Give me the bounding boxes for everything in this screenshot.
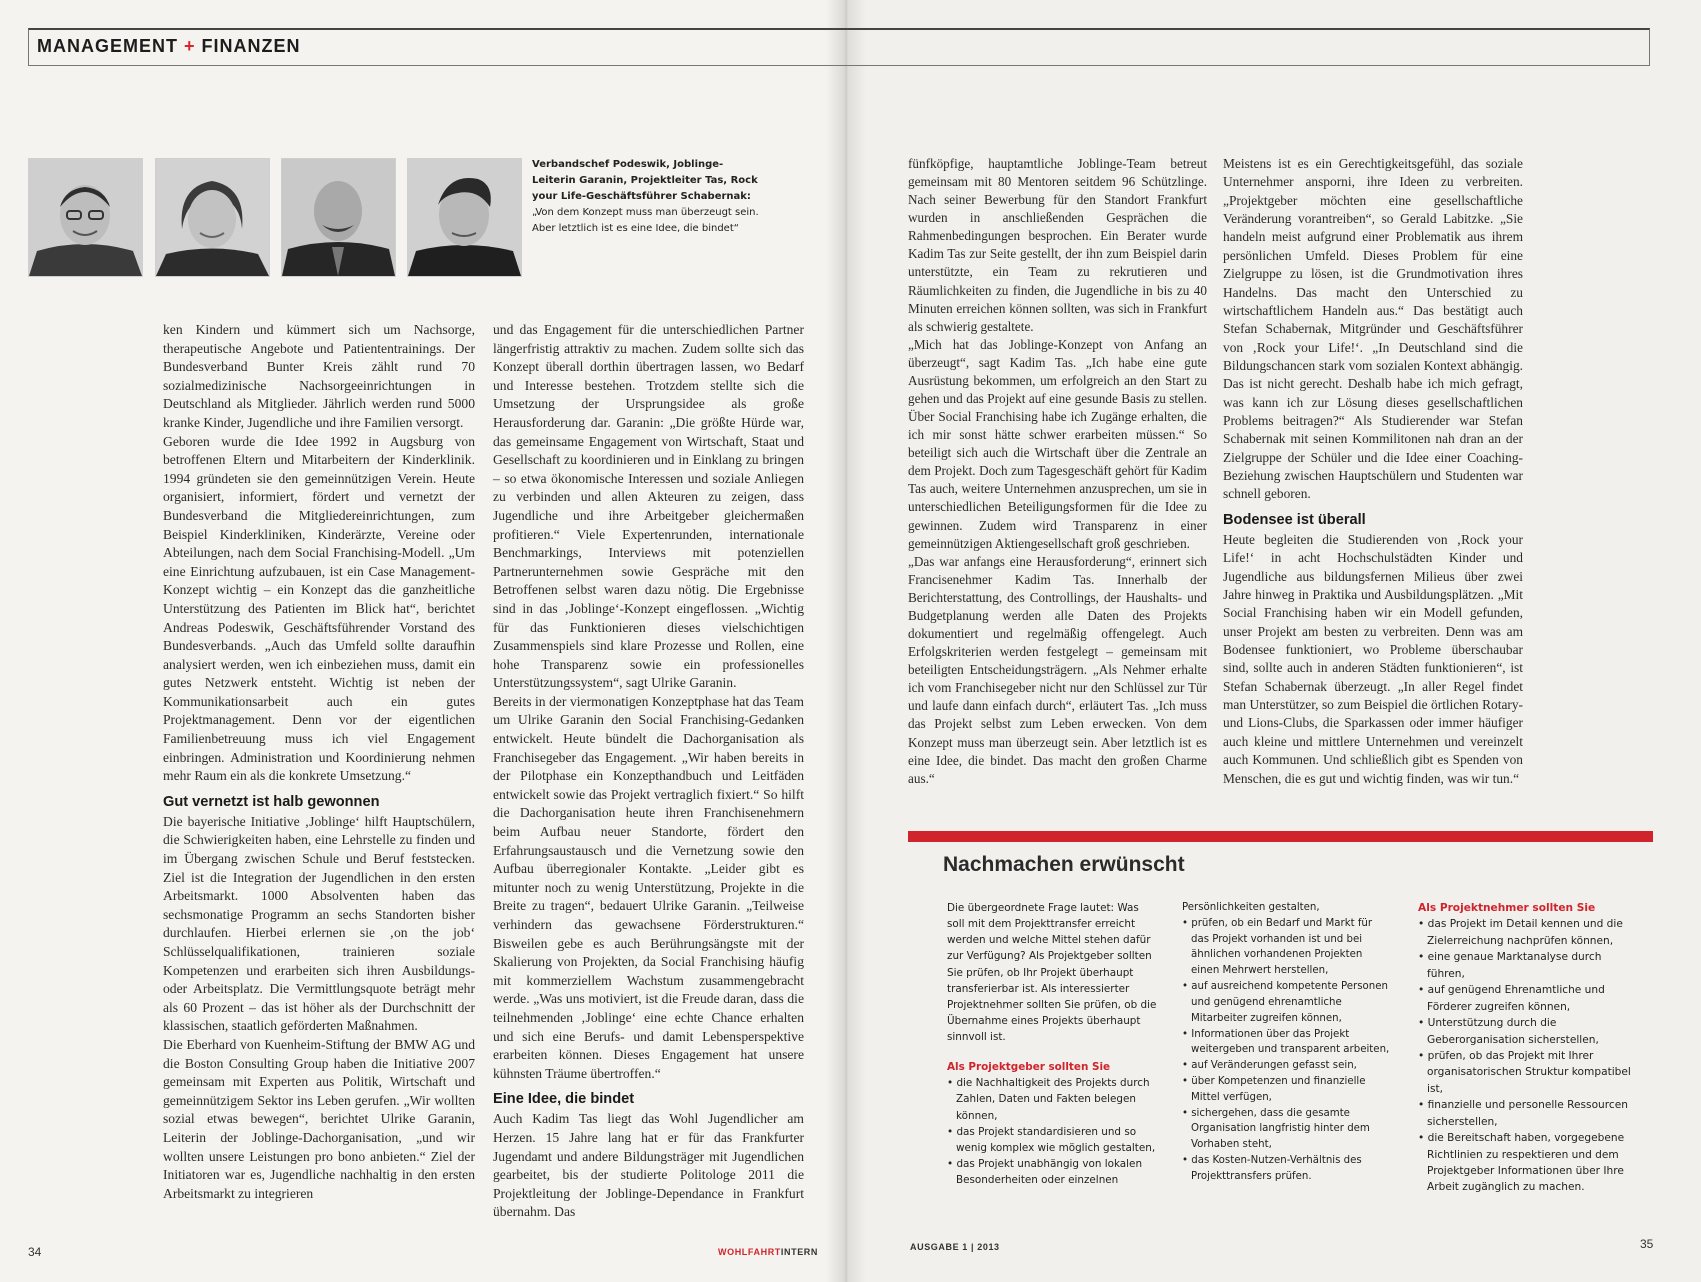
article-column-4 — [1223, 155, 1523, 788]
box-column-3 — [1418, 900, 1640, 1196]
paragraph: Heute begleiten die Studierenden von ‚Rock your Life!‘ in acht Hochschulstädten Kinder und Jugendliche aus bildungsfernen Milieus über zwei Jahre hinweg in Praktika und Ausbildungsplätzen. „Mit Social Franchising haben wir ein Modell gefunden, unser Projekt am besten zu verbreiten. Denn was am Bodensee funktioniert, wo Probleme überschaubar sind, sollte auch in anderen Städten funktionieren“, ist Stefan Schabernak überzeugt. „In aller Regel findet man Unterstützer, so zum Beispiel die örtlichen Rotary- und Lions-Clubs, die Sparkassen oder immer häufiger auch kleine und mittlere Unternehmen und vereinzelt auch Kommunen. Und schließlich gibt es Spenden von Menschen, die es gut und wichtig finden, was wir tun.“ — [1223, 531, 1523, 786]
subheading: Eine Idee, die bindet — [493, 1091, 635, 1108]
article-column-1 — [163, 321, 475, 1203]
list-item: • das Projekt standardisieren und so wenig komplex wie möglich gestalten, — [947, 1124, 1157, 1156]
list-item: • das Projekt unabhängig von lokalen Besonderheiten oder einzelnen — [947, 1156, 1157, 1188]
list-item: • eine genaue Marktanalyse durch führen, — [1418, 949, 1640, 982]
list-item: • auf ausreichend kompetente Personen und genügend ehrenamtliche Mitarbeiter zugreifen können, — [1182, 979, 1392, 1026]
brand-part2: INTERN — [780, 1247, 818, 1257]
paragraph: Die Eberhard von Kuenheim-Stiftung der BMW AG und die Boston Consulting Group haben die Initiative 2007 gemeinsam mit Experten aus Politik, Wirtschaft und gemeinnützigem Sektor ins Leben gerufen. „Wir wollten sozial etwas bewegen“, berichtet Ulrike Garanin, Leiterin der Joblinge-Dachorganisation, „und wir wollten unsere Leistungen pro bono anbieten.“ Ziel der Initiatoren war es, Jugendliche nachhaltig in den ersten Arbeitsmarkt zu integrieren — [163, 1036, 475, 1201]
list-item: • auf Veränderungen gefasst sein, — [1182, 1058, 1392, 1074]
list-item: • sichergehen, dass die gesamte Organisation langfristig hinter dem Vorhaben steht, — [1182, 1106, 1392, 1153]
page-number-left: 34 — [28, 1245, 42, 1259]
page-number-right: 35 — [1640, 1237, 1654, 1251]
paragraph: Die bayerische Initiative ‚Joblinge‘ hilft Hauptschülern, die Schwierigkeiten haben, eine Lehrstelle zu finden und im Übergang zwischen Schule und Beruf feststecken. Ziel ist die Integration der Jugendlichen in den ersten Arbeitsmarkt. 1000 Absolventen haben das sechsmonatige Programm an sechs Standorten bisher durchlaufen. Hierbei erlernen sie ‚on the job‘ Schlüsselqualifikationen, trainieren soziale Kompetenzen und erarbeiten sich ihren Ausbildungs- oder Arbeitsplatz. Die Vermittlungsquote beträgt mehr als 60 Prozent – das ist höher als der Durchschnitt der klassischen, staatlich geförderten Maßnahmen. — [163, 813, 475, 1034]
giver-heading: Als Projektgeber sollten Sie — [947, 1061, 1111, 1074]
portrait-4-graphic — [408, 159, 521, 276]
subheading: Bodensee ist überall — [1223, 511, 1366, 528]
caption-bold: Verbandschef Podeswik, Joblinge-Leiterin Garanin, Projektleiter Tas, Rock your Life-Geschäftsführer Schabernak: — [532, 159, 758, 202]
paragraph: ken Kindern und kümmert sich um Nachsorge, therapeutische Angebote und Patiententrainings. Der Bundesverband Bunter Kreis zählt rund 70 sozialmedizinische Nachsorgeeinrichtungen in Deutschland als Mitglieder. Jährlich werden rund 5000 kranke Kinder, Jugendliche und ihre Familien versorgt. — [163, 322, 475, 430]
box-column-1 — [947, 900, 1157, 1188]
taker-list — [1418, 916, 1640, 1195]
box-title: Nachmachen erwünscht — [943, 853, 1185, 876]
list-item: • finanzielle und personelle Ressourcen sicherstellen, — [1418, 1097, 1640, 1130]
portrait-1-graphic — [29, 159, 142, 276]
article-column-2 — [493, 321, 804, 1222]
paragraph: Meistens ist es ein Gerechtigkeitsgefühl, das soziale Unternehmer ansporni, ihre Ideen zu verbreiten. „Projektgeber möchten eine gesellschaftliche Veränderung vorantreiben“, so Gerald Labitzke. „Sie handeln meist aufgrund einer Problematik aus ihrem persönlichen Umfeld. Dieses Problem für eine Zielgruppe zu lösen, ist die Grundmotivation ihres Handelns. Das macht den Unterschied zu wirtschaftlichem Handeln aus.“ Das bestätigt auch Stefan Schabernak, Mitgründer und Geschäftsführer von ‚Rock your Life!‘. „In Deutschland sind die Bildungschancen stark vom sozialen Kontext abhängig. Das ist nicht gerecht. Deshalb habe ich mich gefragt, was kann ich zur Lösung dieses gesellschaftlichen Problems beitragen?“ Als Studierender war Stefan Schabernak mit seinen Kommilitonen nah dran an der Zielgruppe der Schüler und die Idee einer Coaching-Beziehung zwischen Hauptschülern und Studenten war schnell geboren. — [1223, 156, 1523, 502]
list-item: • prüfen, ob ein Bedarf und Markt für das Projekt vorhanden ist und bei ähnlichen vorhandenen Projekten einen Mehrwert herstellen, — [1182, 916, 1392, 979]
portrait-2-graphic — [156, 159, 269, 276]
giver-list — [947, 1075, 1157, 1188]
box-intro: Die übergeordnete Frage lautet: Was soll mit dem Projekttransfer erreicht werden und welche Mittel stehen dafür zur Verfügung? Als Projektgeber sollten Sie prüfen, ob Ihr Projekt überhaupt transferierbar ist. Als interessierter Projektnehmer sollten Sie prüfen, ob die Übernahme eines Projekts überhaupt sinnvoll ist. — [947, 902, 1157, 1043]
paragraph: Geboren wurde die Idee 1992 in Augsburg von betroffenen Eltern und Mitarbeitern der Kinderklinik. 1994 gründeten sie den gemeinnützigen Verein. Heute organisiert, informiert, fördert und vernetzt der Bundesverband die Mitgliedereinrichtungen, zum Beispiel Kinderkliniken, Kinderärzte, Vereine oder Abteilungen, nach dem Social Franchising-Modell. „Um eine Einrichtung aufzubauen, ist ein Case Management-Konzept wichtig – ein Konzept das die ganzheitliche Unterstützung des Patienten im Blick hat“, berichtet Andreas Podeswik, Geschäftsführender Vorstand des Bundesverbands. „Auch das Umfeld sollte daraufhin analysiert werden, wen ich einbeziehen muss, damit ein gutes Netzwerk entsteht. Wichtig ist neben der Kommunikationsarbeit auch ein gutes Projektmanagement. Denn vor der eigentlichen Familienbetreuung muss ich viel Engagement einbringen. Administration und Koordinierung nehmen mehr Raum ein als die konkrete Umsetzung.“ — [163, 433, 475, 784]
section-title-plus: + — [184, 36, 196, 56]
taker-heading: Als Projektnehmer sollten Sie — [1418, 902, 1596, 914]
paragraph: Auch Kadim Tas liegt das Wohl Jugendlicher am Herzen. 15 Jahre lang hat er für das Frankfurter Jugendamt und andere Bildungsträger mit Jugendlichen gearbeitet, bis der studierte Politologe 2011 die Projektleitung der Joblinge-Dependance in Frankfurt übernahm. Das — [493, 1111, 804, 1220]
portrait-3-graphic — [282, 159, 395, 276]
paragraph: „Mich hat das Joblinge-Konzept von Anfang an überzeugt“, sagt Kadim Tas. „Ich habe eine gute Ausrüstung bekommen, um erfolgreich an den Start zu gehen und das Projekt auf eine gesunde Basis zu stellen. Über Social Franchising habe ich Zugänge erhalten, die ich mir sonst hätte schwer erarbeiten müssen.“ So beteiligt sich auch die Wirtschaft über die Zentrale an dem Projekt. Doch zum Tagesgeschäft gehört für Kadim Tas auch, weitere Unternehmen anzusprechen, um sie in unterschiedlichen Beteiligungsformen für die Idee zu gewinnen. Zudem wird Transparenz in einer gemeinnützigen Aktiengesellschaft groß geschrieben. — [908, 336, 1207, 551]
paragraph: Bereits in der viermonatigen Konzeptphase hat das Team um Ulrike Garanin den Social Franchising-Gedanken entwickelt. Heute bündelt die Dachorganisation als Franchisegeber das Engagement. „Wir haben bereits in der Pilotphase ein Konzepthandbuch und Leitfäden entwickelt sowie das Projekt vertraglich fixiert.“ So hilft die Dachorganisation heute ihren Franchisenehmern beim Aufbau neuer Standorte, fördert den Erfahrungsaustausch und die Vernetzung sowie den Aufbau überregionaler Kontakte. „Leider gibt es mitunter noch zu wenig Unterstützung, Projekte in die Breite zu tragen“, bedauert Ulrike Garanin. „Teilweise verhindern das gewachsene Förderstrukturen.“ Bisweilen gebe es auch Berührungsängste mit der Skalierung von Projekten, da Social Franchising häufig mit kommerziellem Wachstum zusammengebracht werde. „Was uns motiviert, ist die Freude daran, dass die teilnehmenden ‚Joblinge‘ eine echte Chance erhalten und sich eine Berufs- und damit Lebensperspektive erarbeiten können. Dieses Engagement hat unsere kühnsten Träume übertroffen.“ — [493, 693, 804, 1081]
portrait-woman-icon — [155, 158, 270, 277]
list-item: • Unterstützung durch die Geberorganisation sicherstellen, — [1418, 1015, 1640, 1048]
giver-list-continued — [1182, 916, 1392, 1185]
portrait-man-glasses-icon — [28, 158, 143, 277]
portrait-man-young-icon — [407, 158, 522, 277]
list-item: • Informationen über das Projekt weitergeben und transparent arbeiten, — [1182, 1027, 1392, 1059]
section-title-part2: FINANZEN — [201, 36, 301, 56]
subheading: Gut vernetzt ist halb gewonnen — [163, 793, 380, 810]
magazine-brand — [718, 1247, 818, 1257]
portrait-man-bald-icon — [281, 158, 396, 277]
list-item: • die Bereitschaft haben, vorgegebene Richtlinien zu respektieren und dem Projektgeber Informationen über Ihre Arbeit zugänglich zu machen. — [1418, 1130, 1640, 1196]
article-column-3 — [908, 155, 1207, 788]
col2-lead: Persönlichkeiten gestalten, — [1182, 902, 1320, 913]
paragraph: „Das war anfangs eine Herausforderung“, erinnert sich Francisenehmer Kadim Tas. Innerhalb der Berichterstattung, des Controllings, der Haushalts- und Budgetplanung werden alle Daten des Projekts dokumentiert und regelmäßig offengelegt. Auch Erfolgskriterien werden festgelegt – gemeinsam mit beteiligten Entscheidungsträgern. „Als Nehmer erhalte ich vom Franchisegeber nicht nur den Schlüssel zur Tür und laufe dann einfach durch“, erläutert Tas. „Ich muss das Projekt selbst zum Leben erwecken. Von dem Konzept muss man überzeugt sein. Aber letztlich ist es eine Idee, die bindet. Das macht den großen Charme aus.“ — [908, 553, 1207, 786]
list-item: • das Projekt im Detail kennen und die Zielerreichung nachprüfen können, — [1418, 916, 1640, 949]
list-item: • das Kosten-Nutzen-Verhältnis des Projekttransfers prüfen. — [1182, 1153, 1392, 1185]
brand-part1: WOHLFAHRT — [718, 1247, 781, 1257]
box-column-2 — [1182, 900, 1392, 1185]
issue-label: AUSGABE 1 | 2013 — [910, 1242, 1000, 1252]
section-title — [37, 36, 301, 57]
list-item: • über Kompetenzen und finanzielle Mittel verfügen, — [1182, 1074, 1392, 1106]
photo-caption — [532, 157, 760, 237]
paragraph: und das Engagement für die unterschiedlichen Partner längerfristig attraktiv zu machen. Zudem sollte sich das Konzept überall dorthin übertragen lassen, wo Bedarf und Interesse bestehen. Trotzdem stellte sich die Umsetzung der Ursprungsidee als große Herausforderung dar. Garanin: „Die größte Hürde war, das gemeinsame Engagement von Wirtschaft, Staat und Gesellschaft zu koordinieren und in Einklang zu bringen – so etwa ökonomische Interessen und soziale Anliegen zu verbinden und allen Akteuren zu zeigen, dass Jugendliche und ihre Arbeitgeber gleichermaßen profitieren.“ Viele Expertenrunden, internationale Benchmarkings, Interviews mit potenziellen Partnerunternehmen sowie Gespräche mit den Betroffenen selbst waren dazu nötig. Die Ergebnisse sind in das ‚Joblinge‘-Konzept eingeflossen. „Wichtig für das Funktionieren dieses vielschichtigen Zusammenspiels sind klare Prozesse und Rollen, eine hohe Transparenz sowie ein professionelles Unterstützungssystem“, sagt Ulrike Garanin. — [493, 322, 804, 691]
caption-text: „Von dem Konzept muss man überzeugt sein. Aber letztlich ist es eine Idee, die bindet“ — [532, 207, 759, 234]
list-item: • auf genügend Ehrenamtliche und Förderer zugreifen können, — [1418, 982, 1640, 1015]
bleed-through-ghost: ⠀ — [1420, 40, 1434, 57]
paragraph: fünfköpfige, hauptamtliche Joblinge-Team betreut gemeinsam mit 80 Mentoren seitdem 96 Schützlinge. Nach seiner Bewerbung für den Standort Frankfurt wurden in anschließenden Gesprächen die Rahmenbedingungen besprochen. Ein Berater wurde Kadim Tas zur Seite gestellt, der ihn zum Beispiel darin unterstützte, ein Team zu rekrutieren und Räumlichkeiten zu finden, die Jugendliche in bis zu 40 Minuten erreichen können sollten, was sich in Frankfurt als schwierig gestaltete. — [908, 156, 1207, 334]
box-red-rule — [908, 831, 1653, 842]
section-title-part1: MANAGEMENT — [37, 36, 178, 56]
page-gutter — [826, 0, 866, 1282]
list-item: • die Nachhaltigkeit des Projekts durch Zahlen, Daten und Fakten belegen können, — [947, 1075, 1157, 1123]
list-item: • prüfen, ob das Projekt mit Ihrer organisatorischen Struktur kompatibel ist, — [1418, 1048, 1640, 1097]
